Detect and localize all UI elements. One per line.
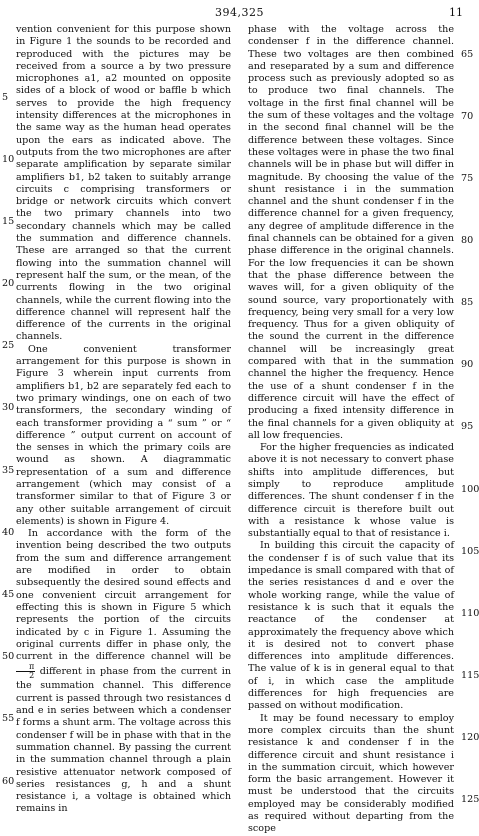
right-paragraph-1: phase with the voltage across the condenser f in the difference channel. These two voltages are then combined and reseparated by a sum and difference process such as previously adopted so as to produce two final channels. The voltage in the first final channel will be the sum of these voltages and the voltage in the second final channel will be the difference between these voltages. Since these voltages were in phase the two final channels will be in phase but will differ in magnitude. By choosing the value of the shunt resistance i in the summation channel and the shunt condenser f in the difference channel for a given frequency, any degree of amplitude difference in the final channels can be obtained for a given phase difference in the original channels. For the low frequencies it can be shown that the phase difference between the waves will, for a given obliquity of the sound source, vary proportionately with frequency, being very small for a very low frequency. Thus for a given obliquity of the sound the current in the difference channel will be increasingly great compared with that in the summation channel the higher the frequency. Hence the use of a shunt condenser f in the difference circuit will have the effect of producing a fixed intensity difference in the final channels for a given obliquity at all low frequencies. <box>248 24 454 441</box>
line-number: 45 <box>2 589 15 600</box>
page-header <box>0 6 479 20</box>
line-number: 55 <box>2 713 15 724</box>
fraction-numerator: π <box>16 663 35 672</box>
line-number: 65 <box>461 49 474 60</box>
fraction-denominator: 2 <box>29 671 35 681</box>
line-number: 5 <box>2 92 9 103</box>
patent-number: 394,325 <box>215 6 264 19</box>
left-paragraph-3-part-b: different in phase from the current in the summation channel. This difference current is passed through two resistances d and e in series between which a condenser f forms a shunt arm. The voltage across this condenser f will be in phase with that in the summation channel. By passing the current in the summation channel through a plain resistive attenuator network composed of series resistances g, h and a shunt resistance i, a voltage is obtained which remains in <box>16 666 231 815</box>
line-number: 35 <box>2 465 15 476</box>
right-paragraph-3: In building this circuit the capacity of the condenser f is of such value that its impedance is small compared with that of the series resistances d and e over the whole working range, while the value of resistance k is such that it equals the reactance of the condenser at approximately the frequency above which it is desired not to convert phase differences into amplitude differences. The value of k is in general equal to that of i, in which case the amplitude differences for high frequencies are passed on without modification. <box>248 540 454 712</box>
line-number: 50 <box>2 651 15 662</box>
line-number: 125 <box>461 794 479 805</box>
right-column <box>248 24 454 836</box>
right-paragraph-2: For the higher frequencies as indicated above it is not necessary to convert phase shifts into amplitude differences, but simply to reproduce amplitude differences. The shunt condenser f in the difference circuit is therefore built out with a resistance k whose value is substantially equal to that of resistance i. <box>248 442 454 540</box>
page-number: 11 <box>449 6 463 19</box>
line-number: 75 <box>461 173 474 184</box>
line-number: 15 <box>2 216 15 227</box>
line-number: 105 <box>461 546 479 557</box>
pi-over-two-fraction <box>16 663 35 680</box>
line-number: 10 <box>2 154 15 165</box>
line-number: 30 <box>2 402 15 413</box>
right-paragraph-4: It may be found necessary to employ more complex circuits than the shunt resistance k and condenser f in the difference circuit and shunt resistance i in the summation circuit, which however form the basic arrangement. However it must be understood that the circuits employed may be considerably modified as required without departing from the scope <box>248 712 454 835</box>
left-paragraph-3-part-a: In accordance with the form of the invention being described the two outputs from the sum and difference arrangement are modified in order to obtain subsequently the desired sound effects and one convenient circuit arrangement for effecting this is shown in Figure 5 which represents the portion of the circuits indicated by c in Figure 1. Assuming the original currents differ in phase only, the current in the difference channel will be <box>16 528 231 663</box>
left-paragraph-1: vention convenient for this purpose shown in Figure 1 the sounds to be recorded and reproduced with the pictures may be received from a source a by two pressure microphones a1, a2 mounted on opposite sides of a block of wood or baffle b which serves to provide the high frequency intensity differences at the microphones in the same way as the human head operates upon the ears as indicated above. The outputs from the two microphones are after separate amplification by separate similar amplifiers b1, b2 taken to suitably arrange circuits c comprising transformers or bridge or network circuits which convert the two primary channels into two secondary channels which may be called the summation and difference channels. These are arranged so that the current flowing into the summation channel will represent half the sum, or the mean, of the currents flowing in the two original channels, while the current flowing into the difference channel will represent half the difference of the currents in the original channels. <box>16 24 231 343</box>
line-number: 100 <box>461 484 479 495</box>
line-number: 40 <box>2 527 15 538</box>
line-number: 85 <box>461 297 474 308</box>
line-number: 60 <box>2 776 15 787</box>
line-number: 120 <box>461 732 479 743</box>
left-paragraph-2: One convenient transformer arrangement for this purpose is shown in Figure 3 wherein input currents from amplifiers b1, b2 are separately fed each to two primary windings, one on each of two transformers, the secondary winding of each transformer providing a “ sum ” or “ difference ” output current on account of the senses in which the primary coils are wound as shown. A diagrammatic representation of a sum and difference arrangement (which may consist of a transformer similar to that of Figure 3 or any other suitable arrangement of circuit elements) is shown in Figure 4. <box>16 343 231 527</box>
line-number: 70 <box>461 111 474 122</box>
line-number: 80 <box>461 235 474 246</box>
line-number: 95 <box>461 421 474 432</box>
line-number: 90 <box>461 359 474 370</box>
line-number: 110 <box>461 608 479 619</box>
left-column <box>16 24 231 816</box>
line-number: 25 <box>2 340 15 351</box>
line-number: 20 <box>2 278 15 289</box>
left-paragraph-3 <box>16 528 231 816</box>
line-number: 115 <box>461 670 479 681</box>
